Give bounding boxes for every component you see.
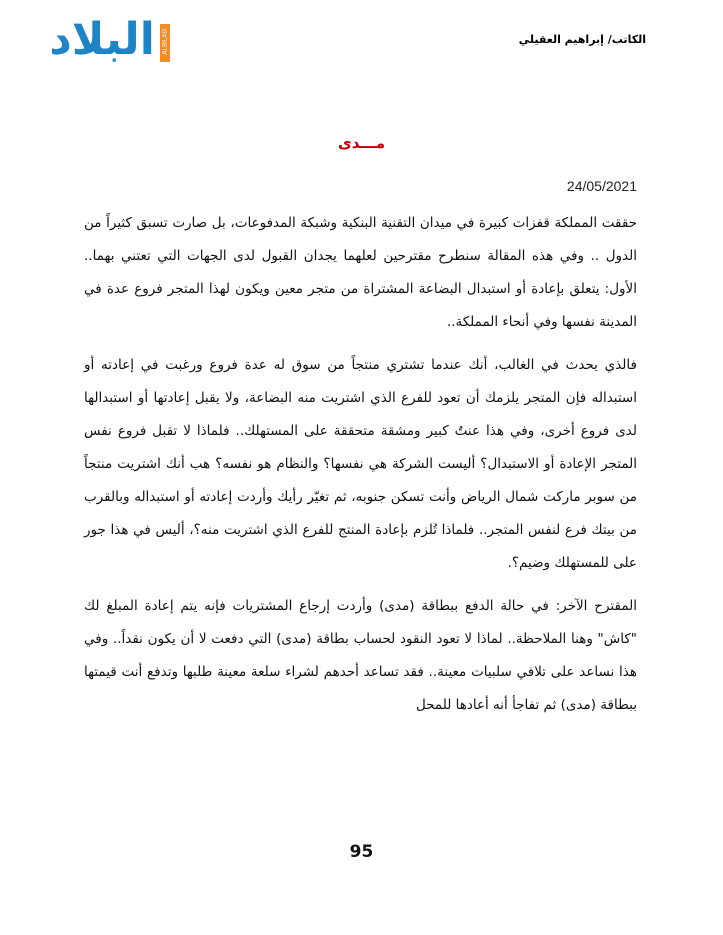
logo-site-label: ALBILAD. [161, 27, 169, 55]
albilad-logo [48, 16, 178, 64]
paragraph: فالذي يحدث في الغالب، أنك عندما تشتري منتجاً من سوق له عدة فروع ورغبت في إعادته أو استبداله فإن المتجر يلزمك أن تعود للفرع الذي اشتريت منه البضاعة، ولا يقبل إعادتها أو استبدالها لدى فروع أخرى، وفي هذا عنتٌ كبير ومشقة متحققة على المستهلك.. فلماذا لا تقبل فروع نفس المتجر الإعادة أو الاستبدال؟ أليست الشركة هي نفسها؟ والنظام هو نفسه؟ هب أنك اشتريت منتجاً من سوبر ماركت شمال الرياض وأنت تسكن جنوبه، ثم تغيّر رأيك وأردت إعادته أو استبداله وبالقرب من بيتك فرع لنفس المتجر.. فلماذا تُلزم بإعادة المنتج للفرع الذي اشتريت منه؟، أليس في هذا جور على للمستهلك وضيم؟. [84, 357, 637, 571]
article-date: 24/05/2021 [566, 178, 637, 194]
paragraph: حققت المملكة قفزات كبيرة في ميدان التقنية البنكية وشبكة المدفوعات، بل صارت تسبق كثيراً من الدول .. وفي هذه المقالة سنطرح مقترحين لعلهما يجدان القبول لدى الجهات التي تعتني بهما.. الأول: يتعلق بإعادة أو استبدال البضاعة المشتراة من متجر معين ويكون لهذا المتجر فروع عدة في المدينة نفسها وفي أنحاء المملكة.. [84, 215, 637, 330]
article-title: مـــدى [337, 134, 386, 152]
logo-wordmark: البلاد [49, 14, 155, 65]
page-number: 95 [349, 842, 374, 862]
article-body [84, 207, 637, 732]
paragraph: المقترح الآخر: في حالة الدفع ببطاقة (مدى) وأردت إرجاع المشتريات فإنه يتم إعادة المبلغ لك "كاش" وهنا الملاحظة.. لماذا لا تعود النقود لحساب بطاقة (مدى) التي دفعت لا أن يكون نقداً.. وفي هذا نساعد على تلافي سلبيات معينة.. فقد تساعد أحدهم لشراء سلعة معينة طلبها وتدفع أنت قيمتها ببطاقة (مدى) ثم تفاجأ أنه أعادها للمحل [84, 598, 637, 713]
author-line: الكاتب/ إبراهيم العقيلي [518, 33, 646, 46]
